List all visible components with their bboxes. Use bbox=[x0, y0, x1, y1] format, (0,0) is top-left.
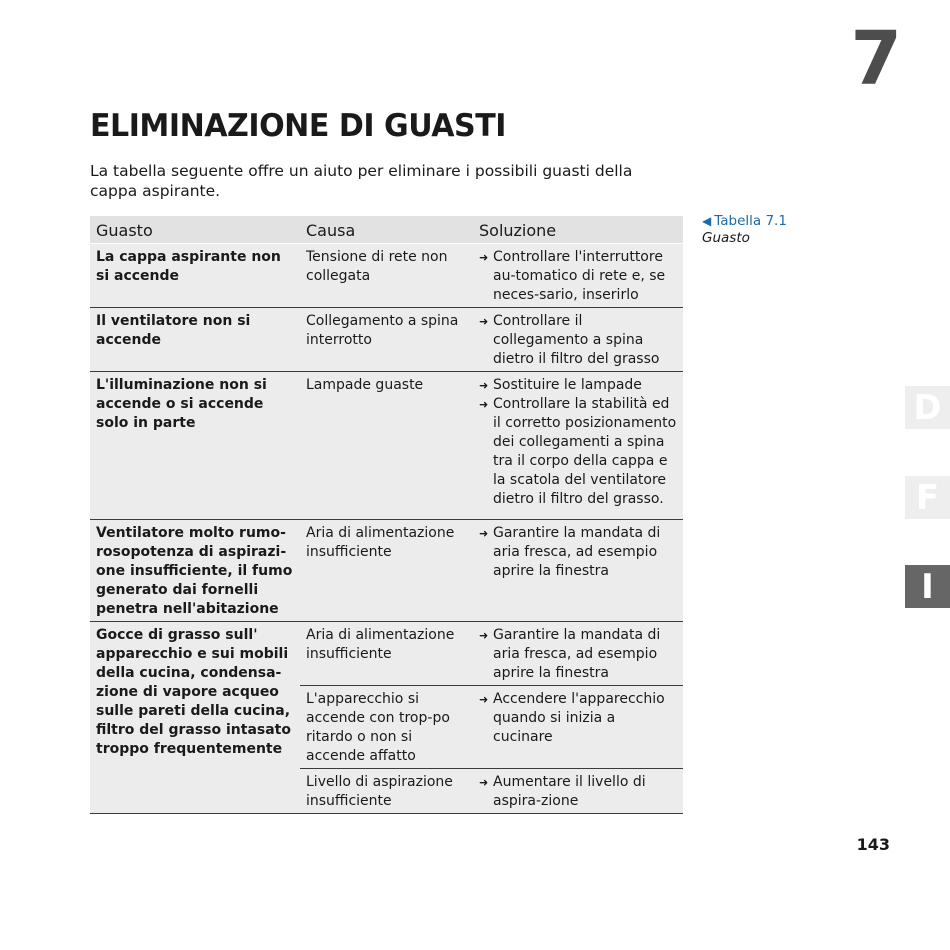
header-cause: Causa bbox=[300, 216, 473, 244]
arrow-right-icon: ➜ bbox=[479, 315, 489, 328]
chapter-number: 7 bbox=[850, 16, 902, 102]
solution-cell bbox=[473, 520, 683, 622]
arrow-right-icon: ➜ bbox=[479, 629, 489, 642]
solution-cell bbox=[473, 769, 683, 814]
table-row bbox=[90, 308, 683, 372]
solution-cell bbox=[473, 308, 683, 372]
solution-item bbox=[479, 376, 677, 395]
fault-cell: Gocce di grasso sull' apparecchio e sui mobili della cucina, condensa-zione di vapore acqueo sulle pareti della cucina, filtro del grasso intasato troppo frequentemente bbox=[90, 622, 300, 814]
solution-text: Controllare il collegamento a spina dietro il filtro del grasso bbox=[493, 313, 660, 367]
arrow-right-icon: ➜ bbox=[479, 693, 489, 706]
header-solution: Soluzione bbox=[473, 216, 683, 244]
solution-cell bbox=[473, 244, 683, 308]
language-tab-i[interactable]: I bbox=[905, 565, 950, 608]
language-tab-f[interactable]: F bbox=[905, 476, 950, 519]
solution-cell bbox=[473, 622, 683, 686]
arrow-right-icon: ➜ bbox=[479, 527, 489, 540]
fault-cell: La cappa aspirante non si accende bbox=[90, 244, 300, 308]
solution-item bbox=[479, 395, 677, 509]
triangle-left-icon: ◀ bbox=[702, 214, 712, 228]
fault-cell: Il ventilatore non si accende bbox=[90, 308, 300, 372]
fault-cell: L'illuminazione non si accende o si accende solo in parte bbox=[90, 372, 300, 520]
language-tab-d[interactable]: D bbox=[905, 386, 950, 429]
arrow-right-icon: ➜ bbox=[479, 776, 489, 789]
solution-item bbox=[479, 248, 677, 305]
solution-text: Controllare la stabilità ed il corretto posizionamento dei collegamenti a spina tra il corpo della cappa e la scatola del ventilatore dietro il filtro del grasso. bbox=[493, 396, 677, 507]
table-row bbox=[90, 372, 683, 520]
cause-cell: L'apparecchio si accende con trop-po ritardo o non si accende affatto bbox=[300, 686, 473, 769]
page-title: ELIMINAZIONE DI GUASTI bbox=[90, 108, 506, 144]
table-reference-link[interactable] bbox=[702, 213, 787, 230]
cause-cell: Aria di alimentazione insufficiente bbox=[300, 622, 473, 686]
solution-item bbox=[479, 690, 677, 747]
fault-cell: Ventilatore molto rumo-rosopotenza di aspirazi-one insufficiente, il fumo generato dai fornelli penetra nell'abitazione bbox=[90, 520, 300, 622]
table-reference-caption: Guasto bbox=[702, 230, 750, 246]
solution-text: Accendere l'apparecchio quando si inizia a cucinare bbox=[493, 691, 665, 745]
solution-item bbox=[479, 524, 677, 581]
cause-cell: Aria di alimentazione insufficiente bbox=[300, 520, 473, 622]
header-fault: Guasto bbox=[90, 216, 300, 244]
arrow-right-icon: ➜ bbox=[479, 251, 489, 264]
arrow-right-icon: ➜ bbox=[479, 379, 489, 392]
arrow-right-icon: ➜ bbox=[479, 398, 489, 411]
table-row bbox=[90, 244, 683, 308]
table-row bbox=[90, 520, 683, 622]
cause-cell: Livello di aspirazione insufficiente bbox=[300, 769, 473, 814]
solution-cell bbox=[473, 372, 683, 520]
solution-item bbox=[479, 626, 677, 683]
page-number: 143 bbox=[856, 835, 890, 854]
solution-text: Sostituire le lampade bbox=[493, 377, 642, 393]
cause-cell: Tensione di rete non collegata bbox=[300, 244, 473, 308]
troubleshooting-table bbox=[90, 216, 683, 814]
table-header-row bbox=[90, 216, 683, 244]
solution-text: Controllare l'interruttore au-tomatico di rete e, se neces-sario, inserirlo bbox=[493, 249, 666, 303]
cause-cell: Collegamento a spina interrotto bbox=[300, 308, 473, 372]
solution-text: Garantire la mandata di aria fresca, ad esempio aprire la finestra bbox=[493, 627, 661, 681]
table-row bbox=[90, 622, 683, 686]
cause-cell: Lampade guaste bbox=[300, 372, 473, 520]
solution-item bbox=[479, 312, 677, 369]
solution-text: Aumentare il livello di aspira-zione bbox=[493, 774, 646, 809]
solution-cell bbox=[473, 686, 683, 769]
solution-item bbox=[479, 773, 677, 811]
table-reference bbox=[702, 213, 787, 247]
solution-text: Garantire la mandata di aria fresca, ad esempio aprire la finestra bbox=[493, 525, 661, 579]
table-reference-label: Tabella 7.1 bbox=[714, 213, 787, 229]
intro-paragraph: La tabella seguente offre un aiuto per eliminare i possibili guasti della cappa aspirante. bbox=[90, 162, 633, 200]
